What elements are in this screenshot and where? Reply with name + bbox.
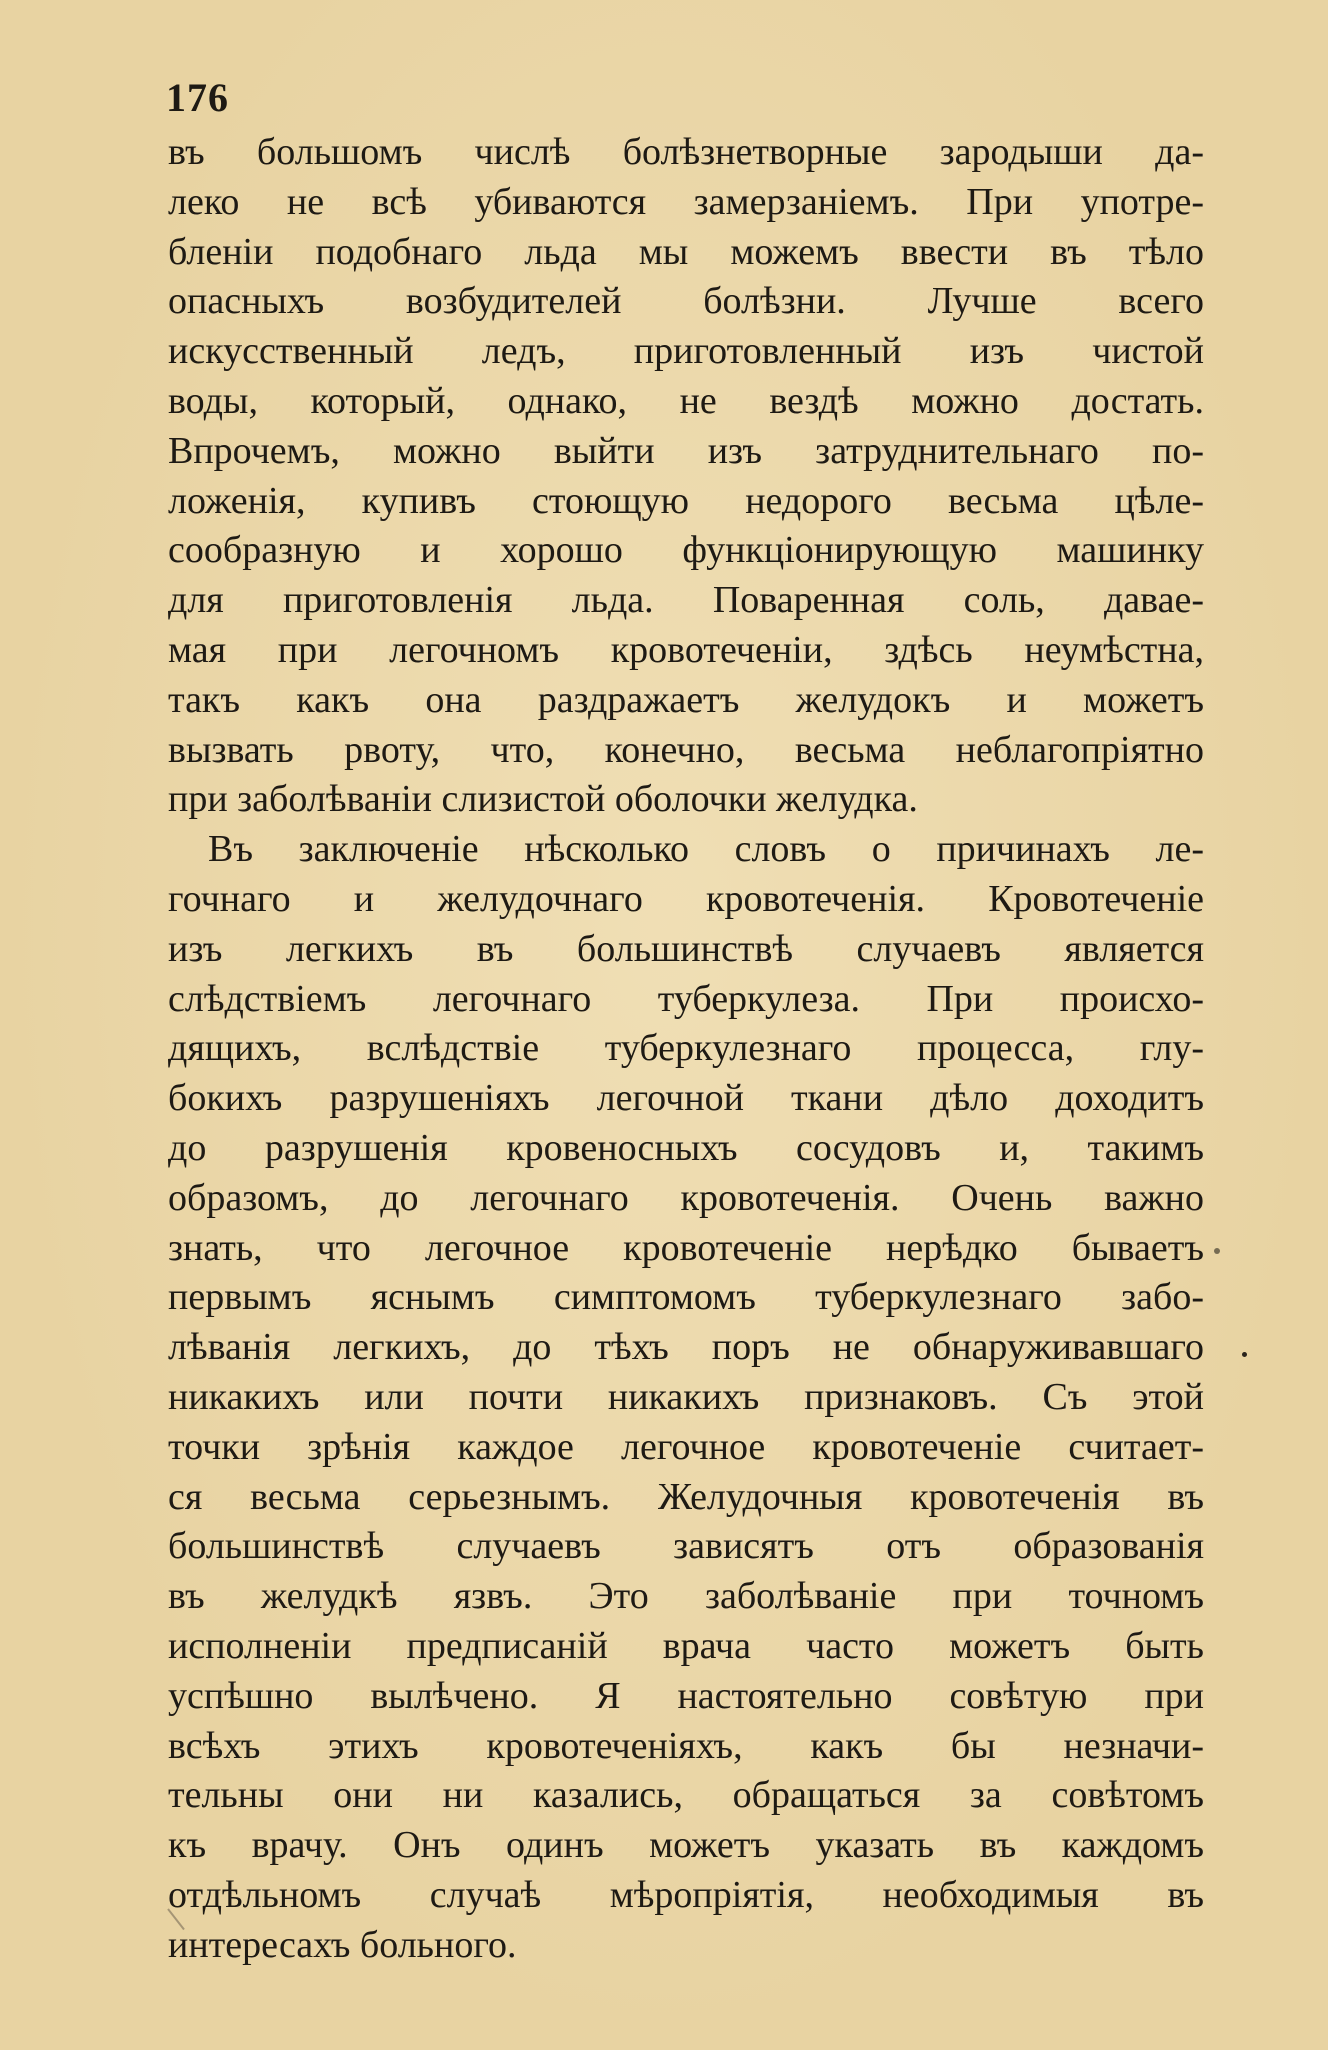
text-line: въ большомъ числѣ болѣзнетворные зародыши да- bbox=[168, 131, 1204, 173]
text-line: для приготовленія льда. Поваренная соль, давае- bbox=[168, 579, 1204, 622]
text-line: къ врачу. Онъ одинъ можетъ указать въ каждомъ bbox=[168, 1824, 1204, 1867]
text-line: мая при легочномъ кровотеченіи, здѣсь неумѣстна, bbox=[168, 628, 1204, 671]
ink-speck bbox=[1242, 1352, 1247, 1357]
text-line: при заболѣваніи слизистой оболочки желудка. bbox=[168, 778, 918, 821]
text-line: Впрочемъ, можно выйти изъ затруднительнаго по- bbox=[168, 429, 1204, 472]
paragraph bbox=[168, 128, 1204, 825]
text-line: никакихъ или почти никакихъ признаковъ. Съ этой bbox=[168, 1375, 1204, 1418]
paragraph bbox=[168, 825, 1204, 1970]
text-line: точки зрѣнія каждое легочное кровотеченіе считает- bbox=[168, 1425, 1204, 1468]
text-line: ся весьма серьезнымъ. Желудочныя кровотеченія въ bbox=[168, 1475, 1204, 1518]
text-line: вызвать рвоту, что, конечно, весьма неблагопріятно bbox=[168, 728, 1204, 771]
text-line: интересахъ больного. bbox=[168, 1923, 517, 1966]
text-line: бленіи подобнаго льда мы можемъ ввести въ тѣло bbox=[168, 230, 1204, 273]
text-line: искусственный ледъ, приготовленный изъ чистой bbox=[168, 330, 1204, 373]
ink-speck bbox=[1214, 1248, 1220, 1254]
text-line: гочнаго и желудочнаго кровотеченія. Кровотеченіе bbox=[168, 877, 1204, 920]
text-line: успѣшно вылѣчено. Я настоятельно совѣтую при bbox=[168, 1674, 1204, 1717]
text-line: исполненіи предписаній врача часто можетъ быть bbox=[168, 1624, 1204, 1667]
body-text bbox=[168, 128, 1204, 1970]
text-line: дящихъ, вслѣдствіе туберкулезнаго процесса, глу- bbox=[168, 1027, 1204, 1070]
text-line: опасныхъ возбудителей болѣзни. Лучше всего bbox=[168, 280, 1204, 323]
page-number: 176 bbox=[166, 75, 229, 120]
text-line: до разрушенія кровеносныхъ сосудовъ и, такимъ bbox=[168, 1126, 1204, 1169]
text-line: сообразную и хорошо функціонирующую машинку bbox=[168, 529, 1204, 572]
text-line: первымъ яснымъ симптомомъ туберкулезнаго забо- bbox=[168, 1276, 1204, 1319]
text-line: лѣванія легкихъ, до тѣхъ поръ не обнаруживавшаго bbox=[168, 1326, 1204, 1369]
text-line: отдѣльномъ случаѣ мѣропріятія, необходимыя въ bbox=[168, 1873, 1204, 1916]
text-line: воды, который, однако, не вездѣ можно достать. bbox=[168, 379, 1204, 422]
text-line: изъ легкихъ въ большинствѣ случаевъ является bbox=[168, 927, 1204, 970]
text-line: леко не всѣ убиваются замерзаніемъ. При употре- bbox=[168, 180, 1204, 223]
text-line: ложенія, купивъ стоющую недорого весьма цѣле- bbox=[168, 479, 1204, 522]
text-line: знать, что легочное кровотеченіе нерѣдко бываетъ bbox=[168, 1226, 1204, 1269]
text-line: слѣдствіемъ легочнаго туберкулеза. При происхо- bbox=[168, 977, 1204, 1020]
text-line: образомъ, до легочнаго кровотеченія. Очень важно bbox=[168, 1176, 1204, 1219]
text-line: въ желудкѣ язвъ. Это заболѣваніе при точномъ bbox=[168, 1575, 1204, 1618]
text-line: такъ какъ она раздражаетъ желудокъ и можетъ bbox=[168, 678, 1204, 721]
text-line: всѣхъ этихъ кровотеченіяхъ, какъ бы незначи- bbox=[168, 1724, 1204, 1767]
text-line: бокихъ разрушеніяхъ легочной ткани дѣло доходитъ bbox=[168, 1077, 1204, 1120]
text-line: Въ заключеніе нѣсколько словъ о причинахъ ле- bbox=[208, 828, 1204, 871]
text-line: большинствѣ случаевъ зависятъ отъ образованія bbox=[168, 1525, 1204, 1568]
text-line: тельны они ни казались, обращаться за совѣтомъ bbox=[168, 1774, 1204, 1817]
